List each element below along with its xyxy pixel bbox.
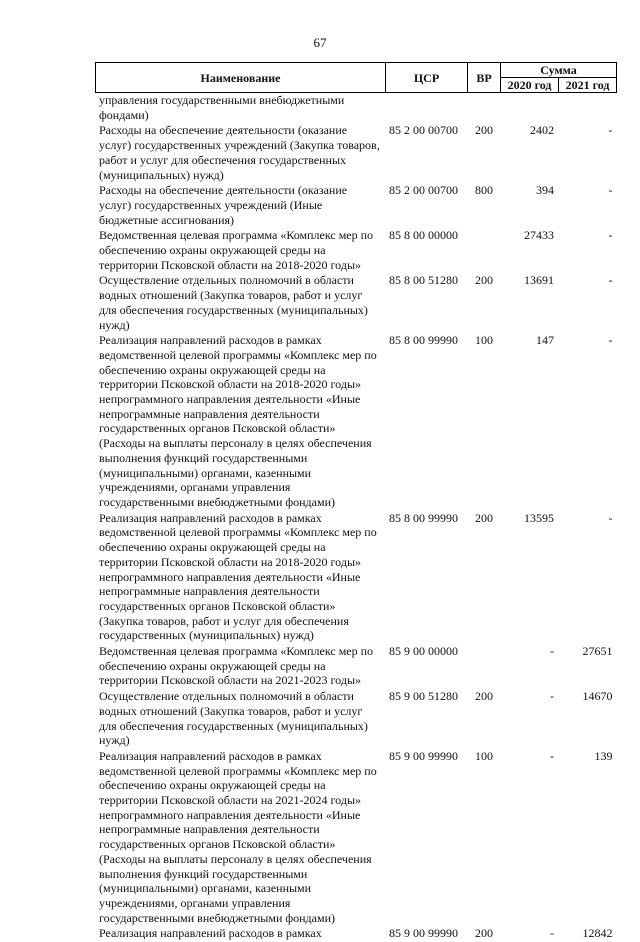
table-row [96,749,617,926]
row-sum-2021: 12842 [559,926,617,942]
row-csr: 85 8 00 99990 [386,511,468,644]
row-name: Реализация направлений расходов в рамках ведомственной целевой программы «Комплекс мер по обеспечению охраны окружающей среды на территории Псковской области на 2018-2020 годы» непрограммного направления деятельности «Иные непрограммные направления деятельности государственных органов Псковской области» (Закупка товаров, работ и услуг для обеспечения государственных (муниципальных) нужд) [96,511,386,644]
row-vr [468,93,501,124]
row-csr: 85 9 00 51280 [386,689,468,749]
row-vr: 200 [468,926,501,942]
table-body [96,93,617,942]
table-row [96,183,617,228]
row-name: Реализация направлений расходов в рамках [96,926,386,942]
header-name: Наименование [96,63,386,93]
row-vr: 100 [468,749,501,926]
row-sum-2021: - [559,511,617,644]
header-year-2020: 2020 год [501,78,559,93]
table-row [96,228,617,273]
row-name: Осуществление отдельных полномочий в области водных отношений (Закупка товаров, работ и услуг для обеспечения государственных (муниципальных) нужд) [96,273,386,333]
row-csr: 85 8 00 00000 [386,228,468,273]
row-csr: 85 9 00 00000 [386,644,468,689]
row-sum-2020: - [501,926,559,942]
row-csr: 85 2 00 00700 [386,123,468,183]
page-number: 67 [0,36,640,49]
row-csr: 85 2 00 00700 [386,183,468,228]
row-vr: 200 [468,273,501,333]
row-sum-2021: 27651 [559,644,617,689]
row-csr: 85 8 00 99990 [386,333,468,510]
table-row [96,644,617,689]
row-sum-2020: - [501,749,559,926]
table-row [96,93,617,124]
table-row [96,926,617,942]
row-name: Ведомственная целевая программа «Комплекс мер по обеспечению охраны окружающей среды на территории Псковской области на 2021-2023 годы» [96,644,386,689]
row-vr [468,228,501,273]
row-sum-2021: 139 [559,749,617,926]
row-sum-2021: - [559,228,617,273]
row-name: Осуществление отдельных полномочий в области водных отношений (Закупка товаров, работ и услуг для обеспечения государственных (муниципальных) нужд) [96,689,386,749]
row-vr: 200 [468,123,501,183]
row-sum-2021: - [559,183,617,228]
header-year-2021: 2021 год [559,78,617,93]
row-name: Реализация направлений расходов в рамках ведомственной целевой программы «Комплекс мер по обеспечению охраны окружающей среды на территории Псковской области на 2021-2024 годы» непрограммного направления деятельности «Иные непрограммные направления деятельности государственных органов Псковской области» (Расходы на выплаты персоналу в целях обеспечения выполнения функций государственными (муниципальными) органами, казенными учреждениями, органами управления государственными внебюджетными фондами) [96,749,386,926]
row-name: Ведомственная целевая программа «Комплекс мер по обеспечению охраны окружающей среды на территории Псковской области на 2018-2020 годы» [96,228,386,273]
row-name: Расходы на обеспечение деятельности (оказание услуг) государственных учреждений (Закупка товаров, работ и услуг для обеспечения государственных (муниципальных) нужд) [96,123,386,183]
row-name: Реализация направлений расходов в рамках ведомственной целевой программы «Комплекс мер по обеспечению охраны окружающей среды на территории Псковской области на 2018-2020 годы» непрограммного направления деятельности «Иные непрограммные направления деятельности государственных органов Псковской области» (Расходы на выплаты персоналу в целях обеспечения выполнения функций государственными (муниципальными) органами, казенными учреждениями, органами управления государственными внебюджетными фондами) [96,333,386,510]
table-row [96,511,617,644]
row-sum-2021: - [559,333,617,510]
header-vr: ВР [468,63,501,93]
row-csr: 85 8 00 51280 [386,273,468,333]
table-row [96,273,617,333]
row-sum-2020: 13691 [501,273,559,333]
budget-table [95,62,617,942]
row-sum-2020 [501,93,559,124]
row-csr: 85 9 00 99990 [386,749,468,926]
row-sum-2021: 14670 [559,689,617,749]
row-csr [386,93,468,124]
row-name: Расходы на обеспечение деятельности (оказание услуг) государственных учреждений (Иные бюджетные ассигнования) [96,183,386,228]
row-sum-2021 [559,93,617,124]
row-vr: 200 [468,689,501,749]
row-sum-2021: - [559,273,617,333]
header-csr: ЦСР [386,63,468,93]
row-vr: 200 [468,511,501,644]
row-vr: 800 [468,183,501,228]
row-vr: 100 [468,333,501,510]
row-sum-2021: - [559,123,617,183]
row-sum-2020: 147 [501,333,559,510]
row-sum-2020: 13595 [501,511,559,644]
row-csr: 85 9 00 99990 [386,926,468,942]
row-sum-2020: 2402 [501,123,559,183]
row-sum-2020: - [501,689,559,749]
row-sum-2020: 394 [501,183,559,228]
table-row [96,689,617,749]
header-sum: Сумма [501,63,617,78]
table-row [96,333,617,510]
row-sum-2020: - [501,644,559,689]
row-name: управления государственными внебюджетными фондами) [96,93,386,124]
row-sum-2020: 27433 [501,228,559,273]
table-row [96,123,617,183]
row-vr [468,644,501,689]
table-header [96,63,617,93]
